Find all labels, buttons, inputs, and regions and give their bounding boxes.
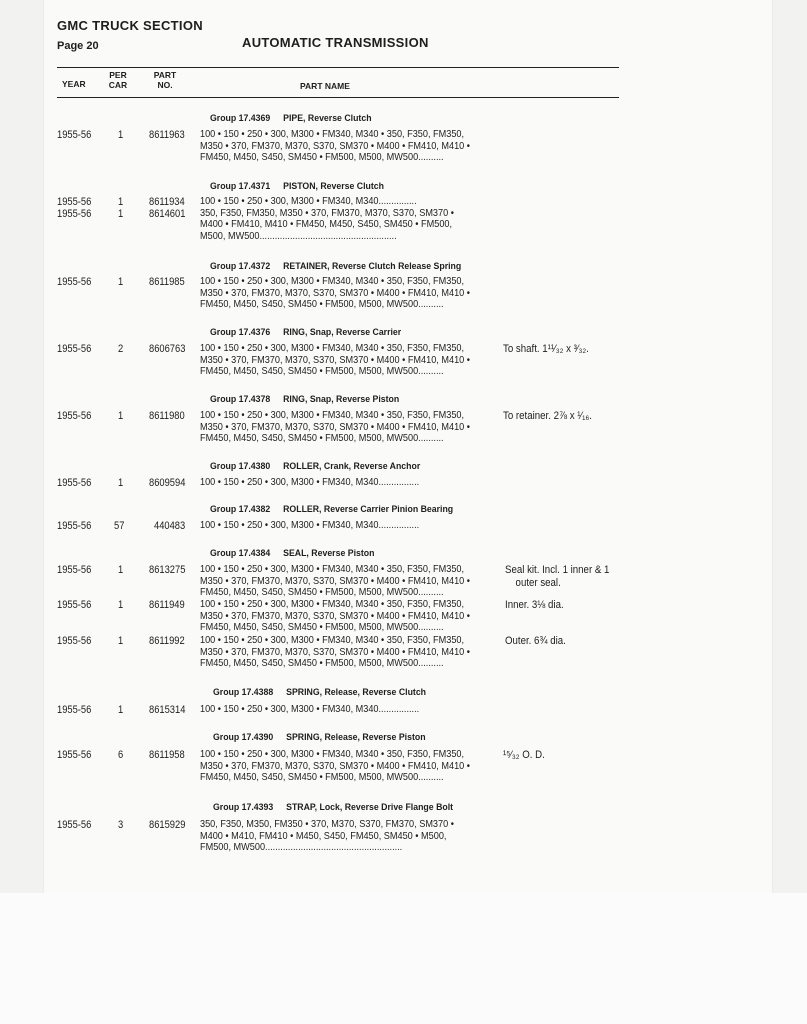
part-number[interactable]: 8609594 [149, 477, 186, 489]
group-number: Group 17.4371 [210, 181, 271, 192]
page-bottom-margin [0, 893, 807, 1024]
model-line: FM450, M450, S450, SM450 • FM500, M500, MW500.......... [200, 772, 444, 784]
model-line: FM450, M450, S450, SM450 • FM500, M500, MW500.......... [200, 658, 444, 670]
group-part-name: PIPE, Reverse Clutch [283, 113, 372, 124]
group-heading [213, 732, 426, 743]
group-number: Group 17.4390 [213, 732, 274, 743]
part-per-car: 1 [118, 704, 124, 716]
group-heading [210, 327, 401, 338]
part-per-car: 1 [118, 477, 124, 489]
part-number[interactable]: 8611958 [149, 749, 185, 761]
model-line: M350 • 370, FM370, M370, S370, SM370 • M400 • FM410, M410 • [200, 287, 470, 299]
model-line: 100 • 150 • 250 • 300, M300 • FM340, M340 • 350, F350, FM350, [200, 635, 465, 646]
part-year: 1955-56 [57, 410, 92, 422]
group-number: Group 17.4378 [210, 394, 271, 405]
header-rule-bottom [57, 97, 619, 98]
model-line: M350 • 370, FM370, M370, S370, SM370 • M400 • FM410, M410 • [200, 610, 470, 622]
group-heading [210, 461, 420, 472]
model-line: 100 • 150 • 250 • 300, M300 • FM340, M340 • 350, F350, FM350, [200, 129, 465, 140]
model-line: M350 • 370, FM370, M370, S370, SM370 • M400 • FM410, M410 • [200, 354, 470, 366]
part-per-car: 1 [118, 276, 124, 288]
part-number[interactable]: 8611963 [149, 129, 185, 141]
group-part-name: STRAP, Lock, Reverse Drive Flange Bolt [286, 802, 454, 813]
model-line: 100 • 150 • 250 • 300, M300 • FM340, M340 • 350, F350, FM350, [200, 276, 465, 287]
remark-line: Outer. 6¾ dia. [505, 635, 566, 647]
part-number[interactable]: 8611949 [149, 599, 185, 611]
group-number: Group 17.4369 [210, 113, 271, 124]
group-part-name: RETAINER, Reverse Clutch Release Spring [283, 261, 462, 272]
part-year: 1955-56 [57, 749, 92, 761]
applicable-models [200, 196, 464, 242]
group-heading [213, 687, 426, 698]
remark-line: outer seal. [515, 577, 561, 589]
part-number[interactable]: 8611992 [149, 635, 185, 647]
part-remark [505, 635, 566, 648]
remark-line: To retainer. 2⅞ x ¹⁄₁₆. [503, 410, 592, 422]
page-title: AUTOMATIC TRANSMISSION [242, 35, 429, 50]
model-line: 100 • 150 • 250 • 300, M300 • FM340, M340 • 350, F350, FM350, [200, 343, 465, 354]
applicable-models [200, 819, 464, 854]
part-per-car: 1 [118, 129, 124, 141]
group-number: Group 17.4382 [210, 504, 271, 515]
model-line: FM500, MW500...................................................... [200, 842, 403, 854]
group-heading [210, 181, 384, 192]
part-number[interactable]: 8615929 [149, 819, 186, 831]
model-line: M350 • 370, FM370, M370, S370, SM370 • M400 • FM410, M410 • [200, 646, 470, 658]
part-number[interactable]: 8614601 [149, 208, 186, 221]
model-line: M500, MW500...................................................... [200, 230, 397, 242]
part-remark [505, 564, 609, 590]
part-number[interactable]: 8615314 [149, 704, 186, 716]
group-part-name: PISTON, Reverse Clutch [283, 181, 384, 192]
applicable-models [200, 410, 470, 445]
part-remark [503, 343, 589, 356]
model-line: 100 • 150 • 250 • 300, M300 • FM340, M340................ [200, 520, 420, 531]
model-line: FM450, M450, S450, SM450 • FM500, M500, MW500.......... [200, 433, 444, 445]
col-header-per-car: PER CAR [108, 70, 128, 90]
applicable-models [200, 343, 470, 378]
part-year: 1955-56 [57, 477, 92, 489]
part-number[interactable]: 8606763 [149, 343, 186, 355]
part-remark [503, 410, 592, 423]
model-line: M400 • M410, FM410 • M450, S450, FM450, SM450 • M500, [200, 830, 447, 842]
col-header-part-name: PART NAME [300, 81, 350, 91]
part-year: 1955-56 [57, 819, 92, 831]
model-line: M350 • 370, FM370, M370, S370, SM370 • M400 • FM410, M410 • [200, 760, 470, 772]
group-number: Group 17.4393 [213, 802, 274, 813]
group-part-name: RING, Snap, Reverse Carrier [283, 327, 402, 338]
model-line: M350 • 370, FM370, M370, S370, SM370 • M400 • FM410, M410 • [200, 421, 470, 433]
header-rule-top [57, 67, 619, 68]
applicable-models [200, 749, 470, 784]
remark-line: To shaft. 1¹¹⁄₃₂ x ³⁄₃₂. [503, 343, 589, 355]
model-line: 100 • 150 • 250 • 300, M300 • FM340, M340................ [200, 704, 420, 715]
part-year: 1955-56 [57, 520, 92, 532]
part-number[interactable]: 440483 [154, 520, 186, 532]
part-per-car: 6 [118, 749, 124, 761]
part-year: 1955-56 [57, 635, 92, 647]
model-line: 100 • 150 • 250 • 300, M300 • FM340, M340 • 350, F350, FM350, [200, 599, 465, 610]
part-per-car: 3 [118, 819, 124, 831]
col-header-part-no: PART NO. [153, 70, 177, 90]
part-number[interactable]: 8611985 [149, 276, 185, 288]
part-number[interactable]: 8611934 [149, 196, 185, 208]
part-year: 1955-56 [57, 599, 92, 611]
part-per-car: 1 [118, 635, 124, 647]
applicable-models [200, 564, 470, 599]
group-number: Group 17.4376 [210, 327, 271, 338]
group-part-name: RING, Snap, Reverse Piston [283, 394, 400, 405]
part-per-car: 57 [114, 520, 125, 532]
part-remark [503, 749, 545, 762]
part-per-car: 1 [118, 208, 124, 221]
group-part-name: SEAL, Reverse Piston [283, 548, 375, 559]
group-part-name: SPRING, Release, Reverse Clutch [286, 687, 427, 698]
col-header-year: YEAR [62, 79, 86, 89]
part-year: 1955-56 [57, 208, 92, 221]
group-heading [210, 548, 374, 559]
part-remark [505, 599, 564, 612]
model-line: M350 • 370, FM370, M370, S370, SM370 • M400 • FM410, M410 • [200, 575, 470, 587]
model-line: 100 • 150 • 250 • 300, M300 • FM340, M340 • 350, F350, FM350, [200, 410, 465, 421]
model-line: 350, F350, M350, FM350 • 370, M370, S370, FM370, SM370 • [200, 819, 454, 830]
group-heading [210, 394, 399, 405]
group-part-name: SPRING, Release, Reverse Piston [286, 732, 426, 743]
group-number: Group 17.4380 [210, 461, 271, 472]
applicable-models [200, 129, 470, 164]
group-part-name: ROLLER, Reverse Carrier Pinion Bearing [283, 504, 454, 515]
part-per-car: 1 [118, 564, 124, 576]
model-line: FM450, M450, S450, SM450 • FM500, M500, MW500.......... [200, 299, 444, 311]
part-year: 1955-56 [57, 129, 92, 141]
part-number[interactable]: 8611980 [149, 410, 185, 422]
applicable-models [200, 635, 470, 670]
model-line: FM450, M450, S450, SM450 • FM500, M500, MW500.......... [200, 152, 444, 164]
model-line: FM450, M450, S450, SM450 • FM500, M500, MW500.......... [200, 622, 444, 634]
group-part-name: ROLLER, Crank, Reverse Anchor [283, 461, 421, 472]
group-number: Group 17.4384 [210, 548, 271, 559]
part-year: 1955-56 [57, 704, 92, 716]
model-line: 100 • 150 • 250 • 300, M300 • FM340, M340............... [200, 196, 417, 207]
part-year: 1955-56 [57, 276, 92, 288]
model-line: 100 • 150 • 250 • 300, M300 • FM340, M340 • 350, F350, FM350, [200, 564, 465, 575]
group-number: Group 17.4388 [213, 687, 274, 698]
applicable-models [200, 599, 470, 634]
part-year: 1955-56 [57, 564, 92, 576]
remark-line: Seal kit. Incl. 1 inner & 1 [505, 564, 610, 576]
remark-line: Inner. 3⅛ dia. [505, 599, 564, 611]
model-line: FM450, M450, S450, SM450 • FM500, M500, MW500.......... [200, 587, 444, 599]
model-line: M400 • FM410, M410 • FM450, M450, S450, SM450 • FM500, [200, 219, 453, 231]
part-number[interactable]: 8613275 [149, 564, 186, 576]
model-line: 100 • 150 • 250 • 300, M300 • FM340, M340................ [200, 477, 420, 488]
model-line: FM450, M450, S450, SM450 • FM500, M500, MW500.......... [200, 366, 444, 378]
part-per-car: 1 [118, 196, 124, 208]
applicable-models [200, 704, 464, 716]
section-title: GMC TRUCK SECTION [57, 18, 203, 33]
group-heading [210, 113, 372, 124]
part-year: 1955-56 [57, 196, 92, 208]
remark-line: ¹⁵⁄₃₂ O. D. [503, 749, 545, 761]
applicable-models [200, 520, 464, 532]
model-line: 350, F350, FM350, M350 • 370, FM370, M370, S370, SM370 • [200, 207, 454, 219]
group-heading [210, 261, 461, 272]
part-per-car: 1 [118, 410, 124, 422]
part-per-car: 2 [118, 343, 124, 355]
part-per-car: 1 [118, 599, 124, 611]
part-year: 1955-56 [57, 343, 92, 355]
page-number: Page 20 [57, 40, 99, 52]
group-heading [213, 802, 453, 813]
applicable-models [200, 276, 470, 311]
group-heading [210, 504, 453, 515]
model-line: M350 • 370, FM370, M370, S370, SM370 • M400 • FM410, M410 • [200, 140, 470, 152]
model-line: 100 • 150 • 250 • 300, M300 • FM340, M340 • 350, F350, FM350, [200, 749, 465, 760]
group-number: Group 17.4372 [210, 261, 271, 272]
applicable-models [200, 477, 464, 489]
